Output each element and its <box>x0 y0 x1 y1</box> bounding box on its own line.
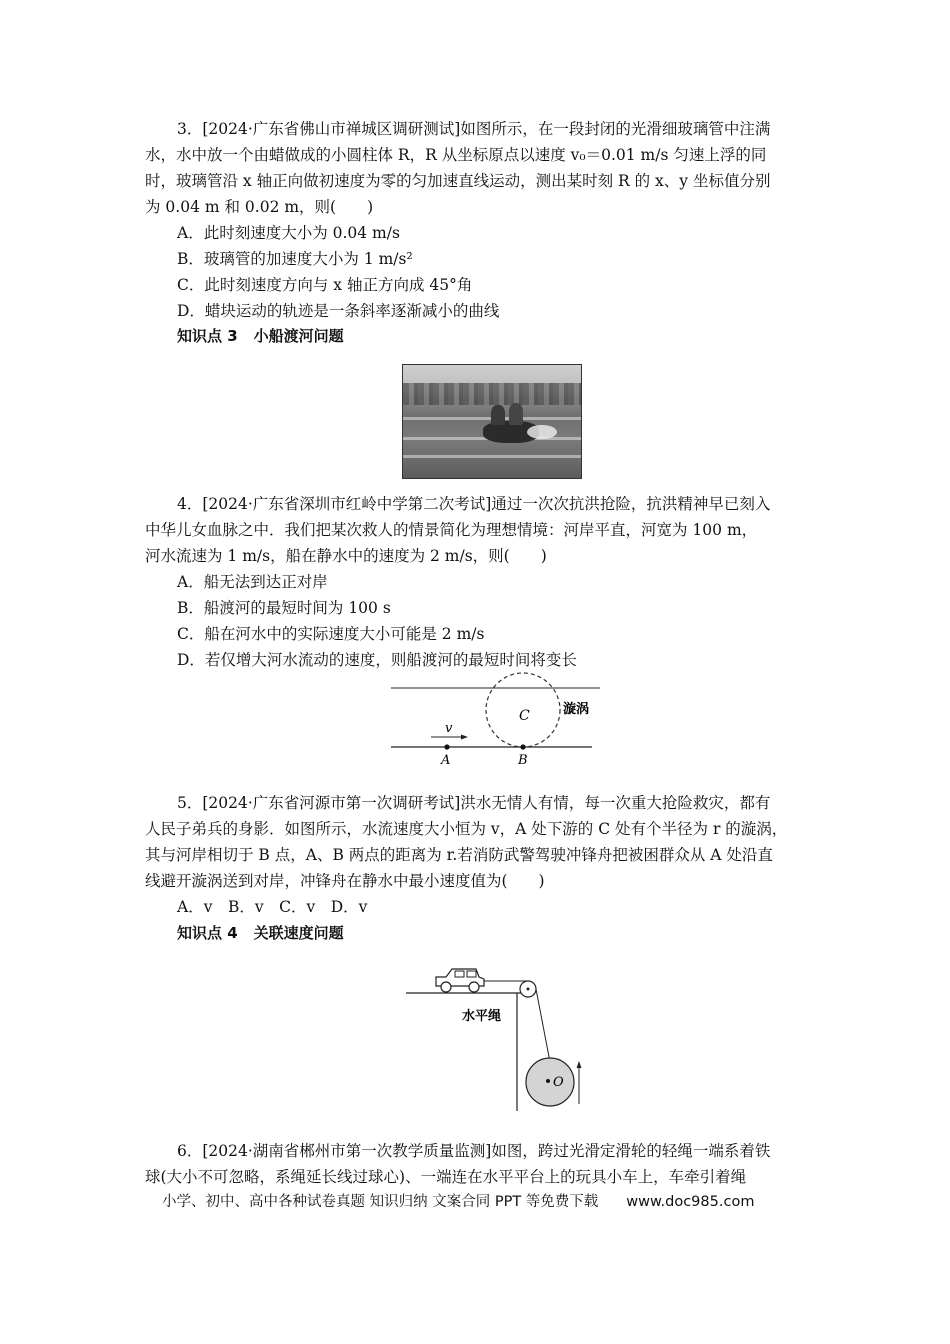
point-b-label: B <box>518 753 528 768</box>
point-a-dot <box>444 744 449 749</box>
ball-center-label: O <box>553 1075 564 1090</box>
footer-text: 小学、初中、高中各种试卷真题 知识归纳 文案合同 PPT 等免费下载 <box>162 1194 599 1210</box>
knowledge-point-4 <box>177 920 842 946</box>
kp4-label: 知识点 4 <box>177 924 238 942</box>
q3-option-a: A．此时刻速度大小为 0.04 m/s <box>177 224 400 242</box>
iron-ball <box>526 1058 574 1106</box>
footer <box>162 1190 754 1211</box>
q3-option-d: D．蜡块运动的轨迹是一条斜率逐渐减小的曲线 <box>177 302 500 320</box>
photo-person <box>509 403 523 425</box>
q5-options: A．v B．v C．v D．v <box>177 898 368 916</box>
q5-line-3: 其与河岸相切于 B 点，A、B 两点的距离为 r.若消防武警驾驶冲锋舟把被困群众从 A 处沿直 <box>145 846 773 864</box>
ball-center-dot <box>546 1079 550 1083</box>
pulley-axle <box>527 988 530 991</box>
q4-option-c: C．船在河水中的实际速度大小可能是 2 m/s <box>177 625 485 643</box>
q4-line-2: 中华儿女血脉之中．我们把某次救人的情景简化为理想情境：河岸平直，河宽为 100 m， <box>145 521 758 539</box>
q5-line-1: 5．[2024·广东省河源市第一次调研考试]洪水无情人有情，每一次重大抢险救灾，都有 <box>177 794 771 812</box>
q5-line-2: 人民子弟兵的身影．如图所示，水流速度大小恒为 v，A 处下游的 C 处有个半径为 r 的漩涡， <box>145 820 788 838</box>
point-a-label: A <box>441 753 451 768</box>
q3-line-3: 时，玻璃管沿 x 轴正向做初速度为零的匀加速直线运动，测出某时刻 R 的 x、y 坐标值分别 <box>145 172 771 190</box>
knowledge-point-3 <box>177 323 842 349</box>
vertical-rope <box>536 989 550 1062</box>
q4-option-a: A．船无法到达正对岸 <box>177 573 328 591</box>
photo-person <box>491 405 505 425</box>
flood-rescue-photo <box>402 364 582 479</box>
q3-option-b: B．玻璃管的加速度大小为 1 m/s² <box>177 250 413 268</box>
vortex-label: 漩涡 <box>563 702 590 717</box>
q3-option-c: C．此时刻速度方向与 x 轴正方向成 45°角 <box>177 276 473 294</box>
q5-line-4: 线避开漩涡送到对岸，冲锋舟在静水中最小速度值为( ) <box>145 872 545 890</box>
horizontal-rope-label: 水平绳 <box>462 1009 502 1024</box>
q4-line-1: 4．[2024·广东省深圳市红岭中学第二次考试]通过一次次抗洪抢险，抗洪精神早已刻入 <box>177 495 771 513</box>
kp3-label: 知识点 3 <box>177 327 238 345</box>
velocity-label: v <box>445 721 453 736</box>
upward-arrowhead <box>577 1061 582 1068</box>
toy-car-icon <box>436 969 484 992</box>
q3-line-4: 为 0.04 m 和 0.02 m，则( ) <box>145 198 374 216</box>
pulley-diagram <box>400 958 600 1116</box>
point-b-dot <box>520 744 525 749</box>
center-label: C <box>519 708 530 724</box>
footer-url[interactable]: www.doc985.com <box>626 1194 755 1210</box>
q3-line-2: 水，水中放一个由蜡做成的小圆柱体 R，R 从坐标原点以速度 v₀＝0.01 m/s 匀速上浮的同 <box>145 146 767 164</box>
q4-option-d: D．若仅增大河水流动的速度，则船渡河的最短时间将变长 <box>177 651 577 669</box>
kp4-title: 关联速度问题 <box>253 924 344 942</box>
q6-line-1: 6．[2024·湖南省郴州市第一次教学质量监测]如图，跨过光滑定滑轮的轻绳一端系着铁 <box>177 1142 771 1160</box>
kp3-title: 小船渡河问题 <box>253 327 344 345</box>
velocity-arrowhead <box>461 735 468 740</box>
photo-splash <box>527 425 557 439</box>
photo-trees <box>403 383 581 405</box>
vortex-diagram <box>385 660 605 772</box>
q4-line-3: 河水流速为 1 m/s，船在静水中的速度为 2 m/s，则( ) <box>145 547 547 565</box>
q4-option-b: B．船渡河的最短时间为 100 s <box>177 599 391 617</box>
q6-line-2: 球(大小不可忽略，系绳延长线过球心)、一端连在水平平台上的玩具小车上，车牵引着绳 <box>145 1168 747 1186</box>
q3-line-1: 3．[2024·广东省佛山市禅城区调研测试]如图所示，在一段封闭的光滑细玻璃管中注满 <box>177 120 771 138</box>
photo-wave <box>403 455 581 458</box>
